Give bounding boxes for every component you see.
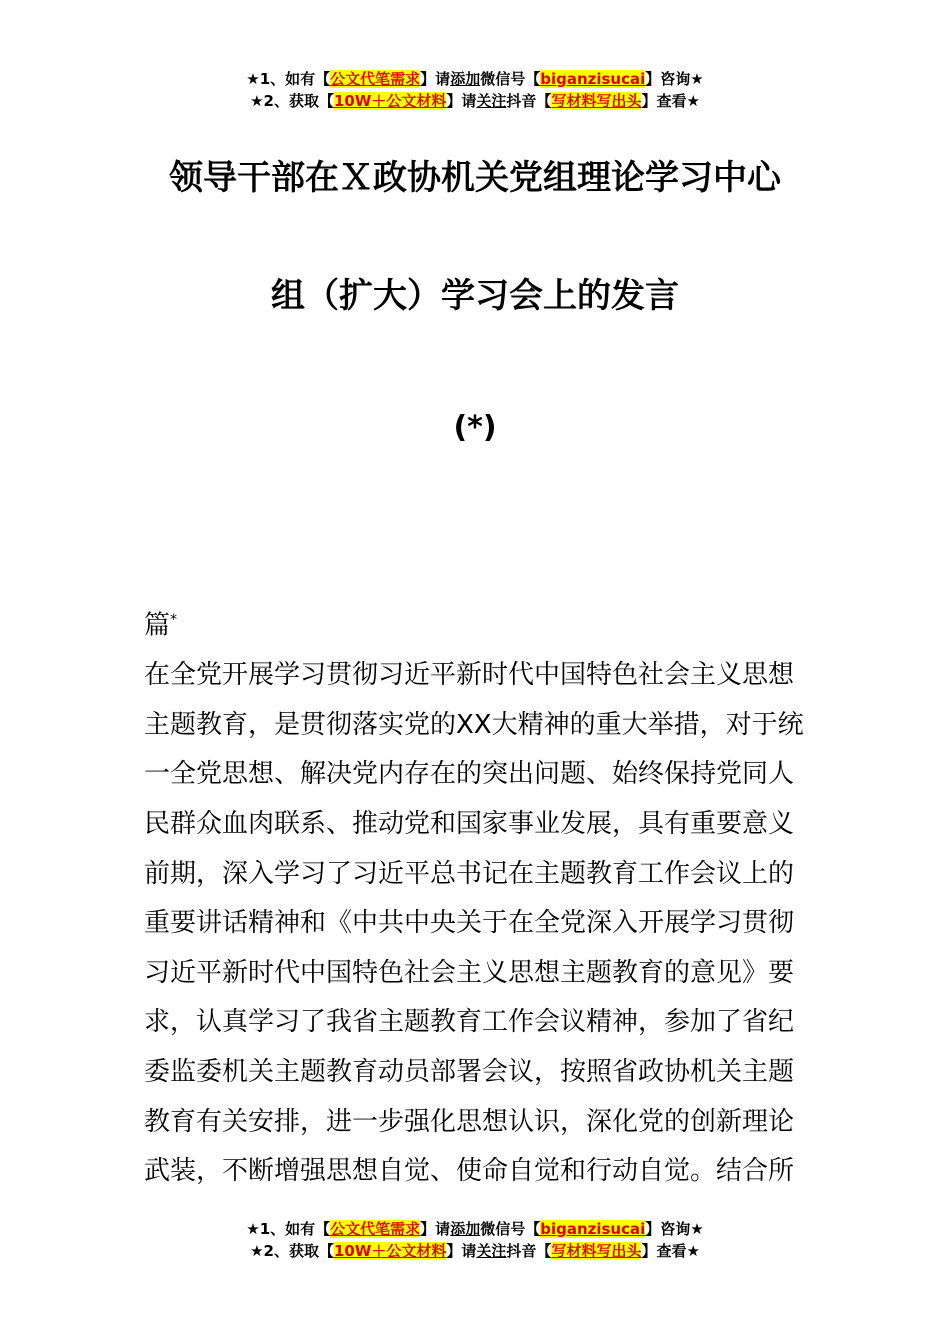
- promo-douyin-id: 写材料写出头: [551, 1242, 642, 1260]
- paragraph-line: 重要讲话精神和《中共中央关于在全党深入开展学习贯彻: [144, 908, 795, 939]
- document-title-line-2: 组（扩大）学习会上的发言: [271, 276, 679, 316]
- footer-promo-banner: [0, 1218, 950, 1262]
- promo-highlight: 10W＋公文材料: [333, 1242, 447, 1260]
- paragraph-line: 民群众血肉联系、推动党和国家事业发展，具有重要意义: [144, 809, 795, 840]
- document-title-line-1: 领导干部在Ｘ政协机关党组理论学习中心: [169, 158, 781, 198]
- header-promo-banner: [0, 68, 950, 112]
- promo-douyin-id: 写材料写出头: [551, 92, 642, 110]
- promo-highlight: 公文代笔需求: [330, 70, 421, 88]
- paragraph-line: 主题教育，是贯彻落实党的XX大精神的重大举措，对于统: [144, 709, 804, 740]
- paragraph-line: 求，认真学习了我省主题教育工作会议精神，参加了省纪: [144, 1007, 795, 1038]
- promo-wechat-id: biganzisucai: [540, 1220, 646, 1238]
- promo-wechat-id: biganzisucai: [540, 70, 646, 88]
- promo-line-1: ★1、如有【公文代笔需求】请添加微信号【biganzisucai】咨询★: [246, 1220, 704, 1238]
- paragraph-line: 在全党开展学习贯彻习近平新时代中国特色社会主义思想: [144, 660, 795, 691]
- promo-highlight: 10W＋公文材料: [333, 92, 447, 110]
- paragraph-line: 一全党思想、解决党内存在的突出问题、始终保持党同人: [144, 759, 795, 790]
- promo-line-2: ★2、获取【10W＋公文材料】请关注抖音【写材料写出头】查看★: [250, 1242, 700, 1260]
- promo-highlight: 公文代笔需求: [330, 1220, 421, 1238]
- document-body: [144, 596, 808, 1197]
- paragraph-line: 教育有关安排，进一步强化思想认识，深化党的创新理论: [144, 1106, 795, 1137]
- promo-line-2: ★2、获取【10W＋公文材料】请关注抖音【写材料写出头】查看★: [250, 92, 700, 110]
- paragraph-line: 武装，不断增强思想自觉、使命自觉和行动自觉。结合所: [144, 1156, 795, 1187]
- section-heading: 篇*: [144, 610, 178, 641]
- paragraph-line: 委监委机关主题教育动员部署会议，按照省政协机关主题: [144, 1057, 795, 1087]
- paragraph-line: 习近平新时代中国特色社会主义思想主题教育的意见》要: [144, 957, 795, 988]
- paragraph-line: 前期，深入学习了习近平总书记在主题教育工作会议上的: [144, 858, 795, 889]
- promo-line-1: ★1、如有【公文代笔需求】请添加微信号【biganzisucai】咨询★: [246, 70, 704, 88]
- document-title-marker: (*): [453, 410, 497, 445]
